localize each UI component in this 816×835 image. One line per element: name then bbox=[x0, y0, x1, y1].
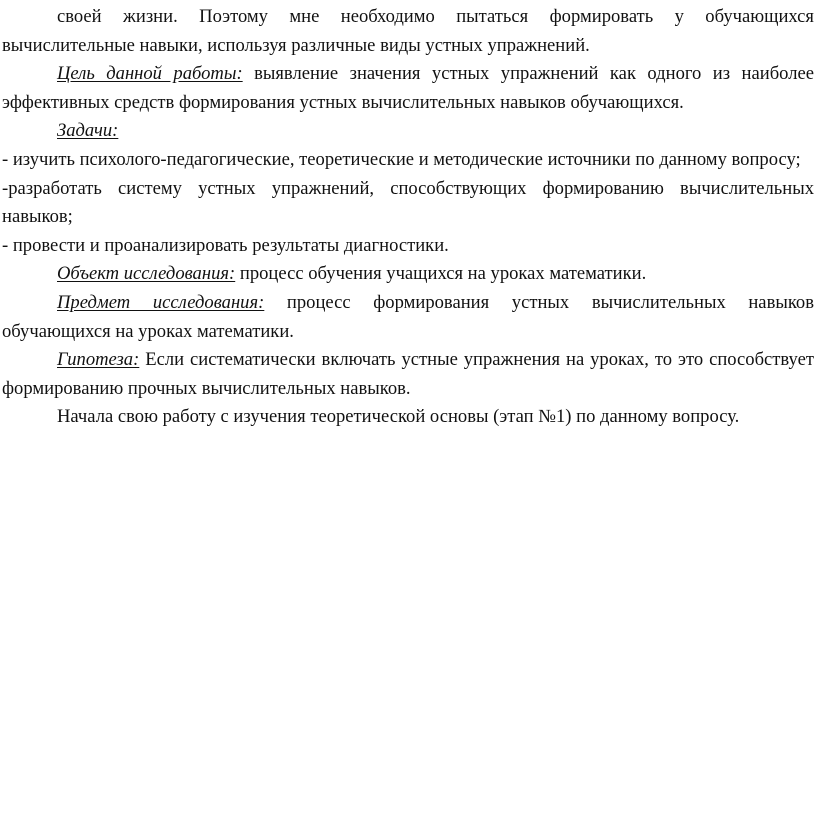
goal-paragraph bbox=[2, 60, 814, 117]
hypothesis-text: Если систематически включать устные упражнения на уроках, то это способствует формированию прочных вычислительных навыков. bbox=[2, 349, 814, 399]
task-item-2: -разработать систему устных упражнений, способствующих формированию вычислительных навыков; bbox=[2, 177, 814, 228]
object-paragraph bbox=[2, 260, 814, 289]
goal-text: выявление значения устных упражнений как одного из наиболее эффективных средств формирования устных вычислительных навыков обучающихся. bbox=[2, 63, 815, 113]
hypothesis-label: Гипотеза: bbox=[57, 349, 140, 371]
subject-text: процесс формирования устных вычислительных навыков обучающихся на уроках математики. bbox=[2, 291, 815, 342]
task-item-3: - провести и проанализировать результаты диагностики. bbox=[2, 234, 449, 256]
tasks-heading bbox=[2, 117, 814, 146]
subject-paragraph bbox=[2, 289, 814, 346]
subject-label: Предмет исследования: bbox=[57, 291, 265, 313]
task-item-1: - изучить психолого-педагогические, теоретические и методические источники по данному вопросу; bbox=[2, 148, 801, 170]
hypothesis-paragraph bbox=[2, 346, 814, 403]
object-text: процесс обучения учащихся на уроках математики. bbox=[235, 263, 647, 285]
object-label: Объект исследования: bbox=[57, 263, 236, 285]
goal-label: Цель данной работы: bbox=[57, 63, 243, 85]
intro-paragraph: своей жизни. Поэтому мне необходимо пытаться формировать у обучающихся вычислительные навыки, используя различные виды устных упражнений. bbox=[2, 6, 814, 56]
closing-paragraph: Начала свою работу с изучения теоретической основы (этап №1) по данному вопросу. bbox=[57, 406, 740, 428]
tasks-label: Задачи: bbox=[57, 120, 119, 142]
